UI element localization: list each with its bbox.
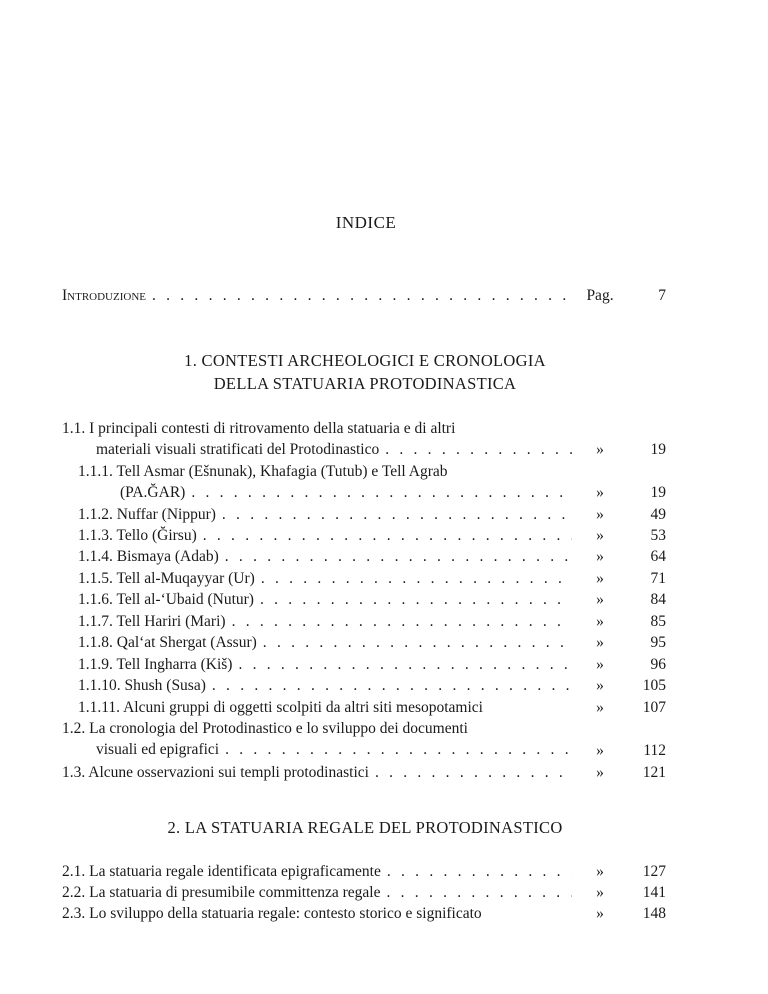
dot-leader: [260, 589, 572, 610]
dot-leader: [263, 632, 572, 653]
toc-entry-label: 1.1.2. Nuffar (Nippur): [78, 506, 216, 523]
page-number: 105: [642, 677, 666, 694]
dot-leader: [232, 611, 572, 632]
toc-entry-label: 1.1.3. Tello (Ğirsu): [78, 527, 197, 544]
page-marker: »: [596, 591, 604, 608]
page-marker: »: [596, 548, 604, 565]
page-number: 85: [650, 613, 666, 630]
toc-entry-label: 1.1.7. Tell Hariri (Mari): [78, 613, 226, 630]
dot-leader: [203, 525, 572, 546]
toc-entry-label-cont: materiali visuali stratificati del Protodinastico: [96, 441, 380, 458]
toc-entry-label: 1.1. I principali contesti di ritrovamento della statuaria e di altri: [62, 420, 456, 437]
toc-entry-1-1-8: [78, 632, 572, 653]
page-number: 141: [642, 884, 666, 901]
toc-entry-1-1-10: [78, 675, 572, 696]
page-number: 148: [642, 905, 666, 922]
page-marker: »: [596, 699, 604, 716]
toc-entry-1-1-7: [78, 611, 572, 632]
toc-entry-1-1: [62, 418, 572, 460]
page-marker: »: [596, 527, 604, 544]
dot-leader: [385, 439, 572, 460]
page-title: INDICE: [335, 213, 397, 232]
page-marker: »: [596, 656, 604, 673]
toc-entry-2-1: [62, 861, 572, 882]
page-marker: »: [596, 764, 604, 781]
page-number: 71: [650, 570, 666, 587]
page-marker: »: [596, 905, 604, 922]
page-number: 96: [650, 656, 666, 673]
toc-entry-label: 1.1.5. Tell al-Muqayyar (Ur): [78, 570, 255, 587]
toc-entry-label: 1.2. La cronologia del Protodinastico e lo sviluppo dei documenti: [62, 720, 468, 737]
section-title-1a: 1. CONTESTI ARCHEOLOGICI E CRONOLOGIA: [184, 351, 546, 370]
dot-leader: [152, 285, 572, 306]
page-marker: »: [596, 441, 604, 458]
dot-leader: [238, 654, 572, 675]
toc-entry-1-1-3: [78, 525, 572, 546]
page-number: 7: [658, 287, 666, 304]
toc-entry-1-3: [62, 762, 572, 783]
dot-leader: [375, 762, 572, 783]
toc-entry-label: 1.1.8. Qal‘at Shergat (Assur): [78, 634, 257, 651]
dot-leader: [212, 675, 572, 696]
toc-entry-2-3: [62, 903, 572, 924]
toc-entry-1-1-6: [78, 589, 572, 610]
toc-entry-label: 2.2. La statuaria di presumibile committenza regale: [62, 884, 381, 901]
page-number: 95: [650, 634, 666, 651]
toc-entry-1-2: [62, 718, 572, 760]
toc-entry-1-1-4: [78, 546, 572, 567]
page-marker: »: [596, 634, 604, 651]
dot-leader: [225, 739, 572, 760]
page-marker: »: [596, 570, 604, 587]
page-marker: »: [596, 613, 604, 630]
toc-entry-label: 1.1.1. Tell Asmar (Ešnunak), Khafagia (Tutub) e Tell Agrab: [78, 463, 448, 480]
toc-entry-label: 2.1. La statuaria regale identificata epigraficamente: [62, 863, 381, 880]
page-marker: »: [596, 884, 604, 901]
toc-entry-1-1-2: [78, 504, 572, 525]
toc-entry-label: Introduzione: [62, 287, 146, 304]
toc-entry-label: 1.1.9. Tell Ingharra (Kiš): [78, 656, 233, 673]
page-number: 107: [642, 699, 666, 716]
page-number: 19: [650, 484, 666, 501]
page-marker: »: [596, 506, 604, 523]
toc-entry-1-1-5: [78, 568, 572, 589]
toc-entry-2-2: [62, 882, 572, 903]
dot-leader: [191, 482, 572, 503]
toc-entry-1-1-11: [78, 697, 572, 718]
page-marker: »: [596, 863, 604, 880]
page-number: 127: [642, 863, 666, 880]
toc-entry-label: 1.1.11. Alcuni gruppi di oggetti scolpiti da altri siti mesopotamici: [78, 699, 483, 716]
page-number: 112: [643, 742, 666, 759]
page-marker: »: [596, 742, 604, 759]
dot-leader: [225, 546, 572, 567]
dot-leader: [261, 568, 572, 589]
page-marker: Pag.: [586, 287, 614, 304]
toc-entry-label: 1.1.4. Bismaya (Adab): [78, 548, 219, 565]
toc-entry-label: 2.3. Lo sviluppo della statuaria regale: contesto storico e significato: [62, 905, 482, 922]
page-number: 19: [650, 441, 666, 458]
page-number: 121: [642, 764, 666, 781]
page-number: 49: [650, 506, 666, 523]
toc-entry-label-cont: (PA.ĞAR): [120, 484, 186, 501]
dot-leader: [222, 504, 572, 525]
page-number: 84: [650, 591, 666, 608]
page-number: 64: [650, 548, 666, 565]
page-marker: »: [596, 677, 604, 694]
page-marker: »: [596, 484, 604, 501]
toc-entry-1-1-1: [78, 461, 572, 503]
toc-entry-label: 1.1.10. Shush (Susa): [78, 677, 206, 694]
toc-entry-label: 1.1.6. Tell al-‘Ubaid (Nutur): [78, 591, 254, 608]
dot-leader: [387, 861, 572, 882]
section-title-1b: DELLA STATUARIA PROTODINASTICA: [213, 374, 517, 393]
page-number: 53: [650, 527, 666, 544]
toc-entry-1-1-9: [78, 654, 572, 675]
toc-entry-label-cont: visuali ed epigrafici: [96, 741, 220, 758]
dot-leader: [387, 882, 573, 903]
toc-entry-introduzione: [62, 285, 572, 306]
section-title-2: 2. LA STATUARIA REGALE DEL PROTODINASTICO: [167, 818, 563, 837]
toc-entry-label: 1.3. Alcune osservazioni sui templi protodinastici: [62, 764, 369, 781]
